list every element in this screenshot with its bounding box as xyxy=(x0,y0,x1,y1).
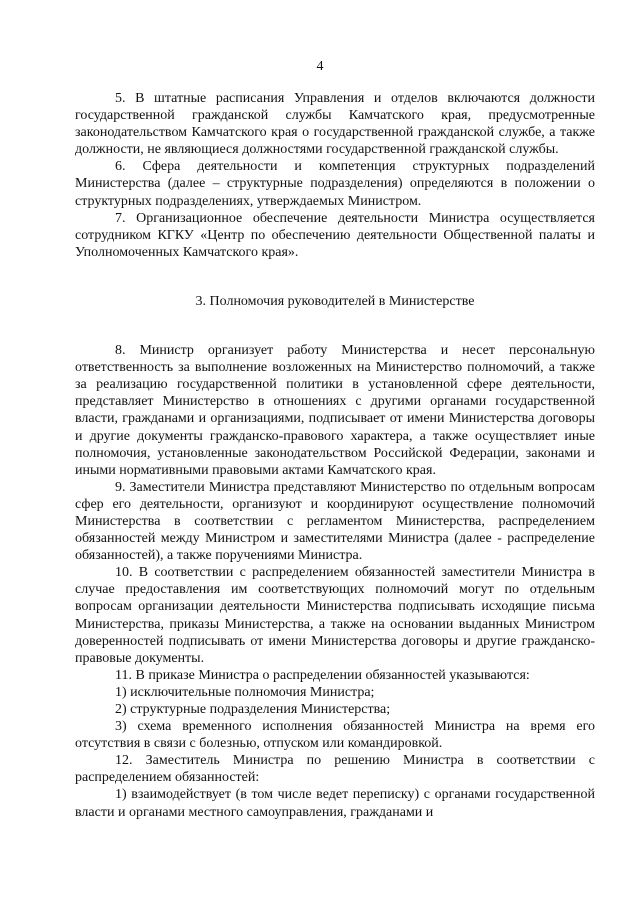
paragraph-9: 9. Заместители Министра представляют Министерство по отдельным вопросам сфер его деятельности, организуют и координируют осуществление полномочий Министерства в соответствии с регламентом Министерства, распределением обязанностей между Министром и заместителями Министра (далее - распределение обязанностей), а также поручениями Министра. xyxy=(75,479,595,564)
list-item-12-1: 1) взаимодействует (в том числе ведет переписку) с органами государственной власти и органами местного самоуправления, гражданами и xyxy=(75,787,595,820)
paragraph-11: 11. В приказе Министра о распределении обязанностей указываются: xyxy=(115,667,530,683)
document-body xyxy=(75,90,595,821)
list-item-11-2: 2) структурные подразделения Министерства; xyxy=(115,702,391,717)
paragraph-12: 12. Заместитель Министра по решению Министра в соответствии с распределением обязанностей: xyxy=(75,753,595,786)
paragraph-6: 6. Сфера деятельности и компетенция структурных подразделений Министерства (далее – структурные подразделения) определяются в положении о структурных подразделениях, утверждаемых Министром. xyxy=(75,159,595,209)
paragraph-5: 5. В штатные расписания Управления и отделов включаются должности государственной гражданской службы Камчатского края, предусмотренные законодательством Камчатского края о государственной гражданской службе, а также должности, не являющиеся должностями государственной гражданской службы. xyxy=(75,91,595,158)
paragraph-10: 10. В соответствии с распределением обязанностей заместители Министра в случае предоставления им соответствующих полномочий могут по отдельным вопросам организации деятельности Министерства подписывать исходящие письма Министерства, приказы Министерства, а также на основании выданных Министром доверенностей подписывать от имени Министерства договоры и другие гражданско-правовые документы. xyxy=(75,565,595,666)
paragraph-7: 7. Организационное обеспечение деятельности Министра осуществляется сотрудником КГКУ «Центр по обеспечению деятельности Общественной палаты и Уполномоченных Камчатского края». xyxy=(75,210,595,260)
section-heading: 3. Полномочия руководителей в Министерстве xyxy=(195,293,475,309)
page-number: 4 xyxy=(316,59,324,74)
paragraph-8: 8. Министр организует работу Министерства и несет персональную ответственность за выполнение возложенных на Министерство полномочий, а также за реализацию государственной политики в установленной сфере деятельности, представляет Министерство в отношениях с другими органами государственной власти, гражданами и организациями, подписывает от имени Министерства договоры и другие документы гражданско-правового характера, а также осуществляет иные полномочия, установленные законодательством Российской Федерации, законами и иными нормативными правовыми актами Камчатского края. xyxy=(75,343,595,478)
list-item-11-3: 3) схема временного исполнения обязанностей Министра на время его отсутствия в связи с болезнью, отпуском или командировкой. xyxy=(75,719,595,752)
list-item-11-1: 1) исключительные полномочия Министра; xyxy=(115,684,375,700)
